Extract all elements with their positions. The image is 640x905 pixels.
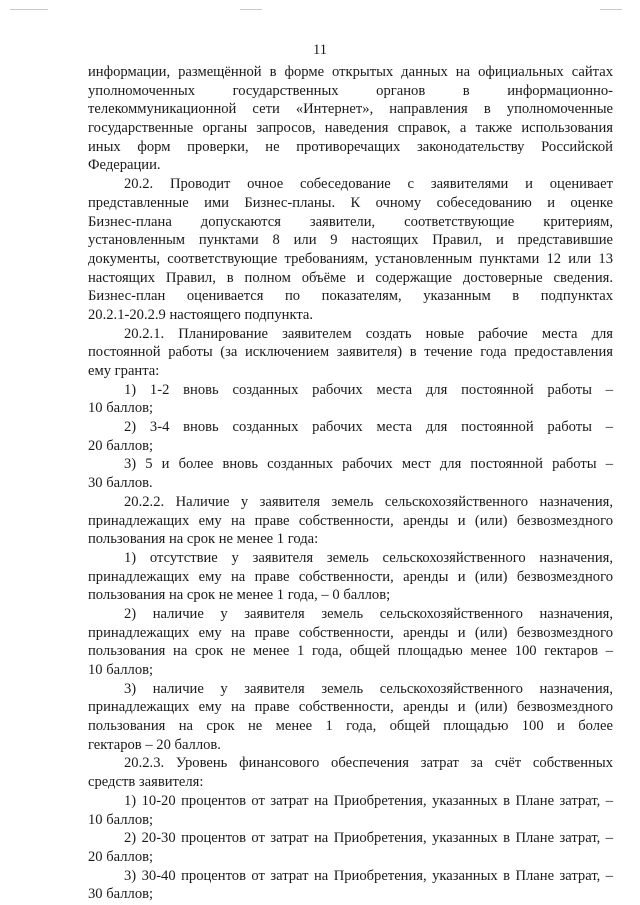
document-body bbox=[88, 63, 613, 904]
text-line: 30 баллов. bbox=[88, 475, 153, 492]
text-line: 20 баллов; bbox=[88, 437, 154, 454]
text-line: принадлежащих ему на праве собственности, аренды и (или) безвозмездного bbox=[88, 512, 613, 529]
text-line: 1) отсутствие у заявителя земель сельскохозяйственного назначения, bbox=[124, 549, 613, 566]
text-line: ему гранта: bbox=[88, 363, 160, 379]
text-line: 30 баллов; bbox=[88, 886, 154, 903]
text-line: гектаров – 20 баллов. bbox=[88, 736, 221, 753]
text-line: 3) 5 и более вновь созданных рабочих мест для постоянной работы – bbox=[124, 456, 613, 473]
text-line: государственные органы запросов, наведения справок, а также использования bbox=[88, 120, 613, 137]
scan-edge-mark bbox=[240, 9, 262, 10]
text-line: иных форм проверки, не противоречащих законодательству Российской bbox=[88, 138, 613, 155]
text-line: постоянной работы (за исключением заявителя) в течение года предоставления bbox=[88, 344, 613, 361]
text-line: Федерации. bbox=[88, 157, 161, 174]
page-number: 11 bbox=[313, 42, 327, 58]
text-line: 20.2.1. Планирование заявителем создать новые рабочие места для bbox=[124, 325, 613, 342]
text-line: 10 баллов; bbox=[88, 662, 154, 678]
text-line: установленным пунктами 8 или 9 настоящих Правил, и представившие bbox=[88, 232, 613, 249]
text-line: Бизнес-план оценивается по показателям, указанным в подпунктах bbox=[88, 288, 613, 305]
text-line: 20.2.1-20.2.9 настоящего подпункта. bbox=[88, 306, 314, 323]
text-line: 2) 20-30 процентов от затрат на Приобретения, указанных в Плане затрат, – bbox=[124, 830, 613, 847]
text-line: средств заявителя: bbox=[88, 774, 204, 791]
text-line: 2) наличие у заявителя земель сельскохозяйственного назначения, bbox=[124, 605, 613, 622]
scan-edge-mark bbox=[600, 9, 622, 10]
text-line: представленные ими Бизнес-планы. К очному собеседованию и оценке bbox=[88, 194, 613, 211]
text-line: уполномоченных государственных органов в информационно- bbox=[88, 82, 613, 99]
text-line: настоящих Правил, в полном объёме и содержащие достоверные сведения. bbox=[88, 269, 613, 286]
text-line: 20.2. Проводит очное собеседование с заявителями и оценивает bbox=[124, 176, 613, 193]
text-line: пользования на срок не менее 1 года, – 0 баллов; bbox=[88, 587, 391, 604]
text-line: информации, размещённой в форме открытых данных на официальных сайтах bbox=[88, 64, 613, 80]
text-line: Бизнес-плана допускаются заявители, соответствующие критериям, bbox=[88, 213, 613, 230]
text-line: документы, соответствующие требованиям, установленным пунктами 12 или 13 bbox=[88, 250, 613, 267]
text-line: 10 баллов; bbox=[88, 400, 154, 417]
text-line: телекоммуникационной сети «Интернет», направления в уполномоченные bbox=[88, 101, 613, 118]
text-line: 3) наличие у заявителя земель сельскохозяйственного назначения, bbox=[124, 680, 613, 697]
text-line: 1) 10-20 процентов от затрат на Приобретения, указанных в Плане затрат, – bbox=[124, 792, 613, 809]
text-line: 10 баллов; bbox=[88, 811, 154, 828]
text-line: 20 баллов; bbox=[88, 848, 154, 865]
text-line: 3) 30-40 процентов от затрат на Приобретения, указанных в Плане затрат, – bbox=[124, 867, 613, 884]
text-line: 20.2.2. Наличие у заявителя земель сельскохозяйственного назначения, bbox=[124, 493, 613, 510]
text-line: 20.2.3. Уровень финансового обеспечения затрат за счёт собственных bbox=[124, 755, 613, 772]
text-line: пользования на срок не менее 1 года, общей площадью менее 100 гектаров – bbox=[88, 643, 613, 660]
text-line: принадлежащих ему на праве собственности, аренды и (или) безвозмездного bbox=[88, 568, 613, 585]
text-line: 2) 3-4 вновь созданных рабочих места для постоянной работы – bbox=[124, 419, 613, 436]
scan-edge-mark bbox=[10, 9, 48, 10]
text-line: принадлежащих ему на праве собственности, аренды и (или) безвозмездного bbox=[88, 624, 613, 641]
text-line: 1) 1-2 вновь созданных рабочих места для постоянной работы – bbox=[124, 381, 613, 398]
text-line: пользования на срок не менее 1 года, общей площадью 100 и более bbox=[88, 718, 613, 735]
text-line: пользования на срок не менее 1 года: bbox=[88, 531, 319, 548]
text-line: принадлежащих ему на праве собственности, аренды и (или) безвозмездного bbox=[88, 699, 613, 716]
